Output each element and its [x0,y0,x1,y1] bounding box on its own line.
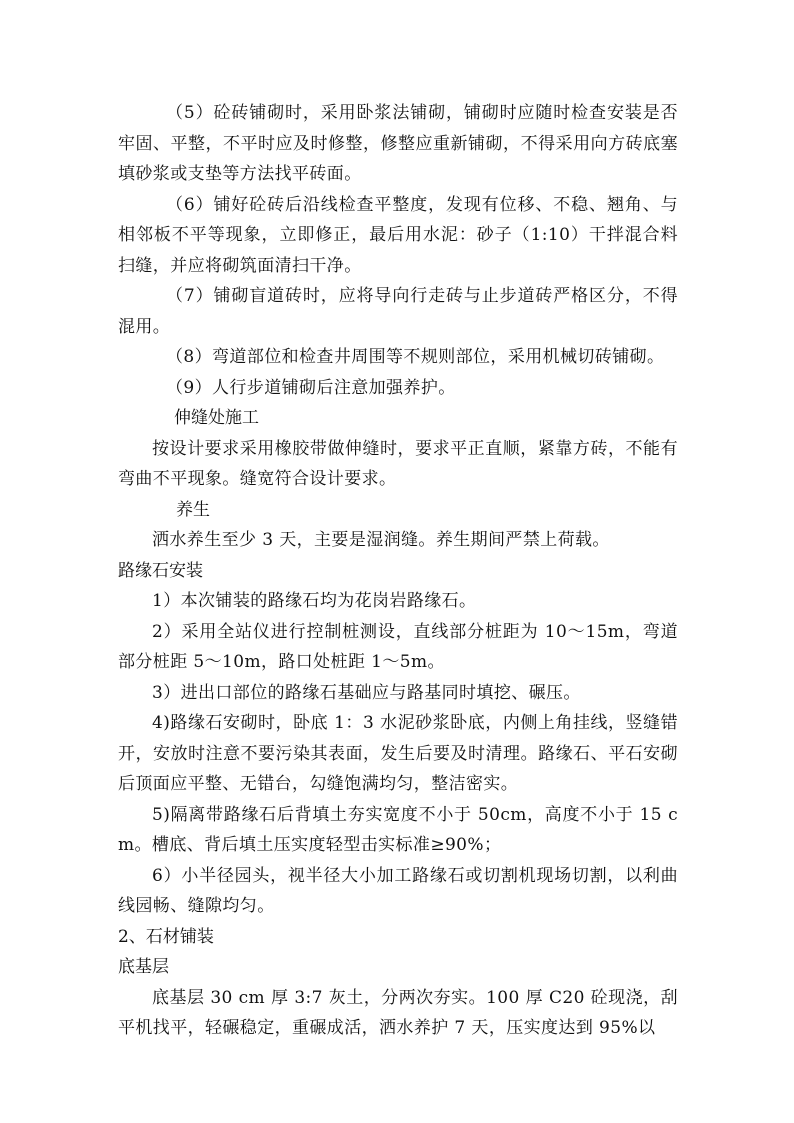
paragraph-curing: 洒水养生至少 3 天，主要是湿润缝。养生期间严禁上荷载。 [152,530,610,550]
paragraph-curb-1: 1）本次铺装的路缘石均为花岗岩路缘石。 [152,591,477,611]
paragraph-item-6: （6）铺好砼砖后沿线检查平整度，发现有位移、不稳、翘角、与相邻板不平等现象，立即修正，最后用水泥：砂子（1:10）干拌混合料扫缝，并应将砌筑面清扫干净。 [118,194,678,276]
paragraph-expansion-joint: 按设计要求采用橡胶带做伸缝时，要求平正直顺，紧靠方砖，不能有弯曲不平现象。缝宽符合设计要求。 [118,438,678,489]
document-body [118,98,678,1044]
section-heading-expansion-joint: 伸缝处施工 [174,408,259,428]
section-heading-stone-paving: 2、石材铺装 [118,926,214,947]
paragraph-curb-2: 2）采用全站仪进行控制桩测设，直线部分桩距为 10～15m，弯道部分桩距 5～10m，路口处桩距 1～5m。 [118,621,678,672]
section-heading-curing: 养生 [176,499,210,520]
section-heading-subbase: 底基层 [118,957,169,977]
paragraph-item-7: （7）铺砌盲道砖时，应将导向行走砖与止步道砖严格区分，不得混用。 [118,286,678,337]
paragraph-curb-5: 5)隔离带路缘石后背填土夯实宽度不小于 50cm，高度不小于 15 cm。槽底、背后填土压实度轻型击实标准≥90%； [118,804,678,855]
paragraph-item-5: （5）砼砖铺砌时，采用卧浆法铺砌，铺砌时应随时检查安装是否牢固、平整，不平时应及时修整，修整应重新铺砌，不得采用向方砖底塞填砂浆或支垫等方法找平砖面。 [118,103,678,184]
paragraph-curb-4: 4)路缘石安砌时，卧底 1：3 水泥砂浆卧底，内侧上角挂线，竖缝错开，安放时注意不要污染其表面，发生后要及时清理。路缘石、平石安砌后顶面应平整、无错台，勾缝饱满均匀，整洁密实。 [118,713,678,794]
paragraph-item-8: （8）弯道部位和检查井周围等不规则部位，采用机械切砖铺砌。 [166,347,665,367]
paragraph-item-9: （9）人行步道铺砌后注意加强养护。 [166,377,456,398]
paragraph-curb-3: 3）进出口部位的路缘石基础应与路基同时填挖、碾压。 [152,682,581,703]
section-heading-curb-installation: 路缘石安装 [118,560,203,581]
paragraph-curb-6: 6）小半径园头，视半径大小加工路缘石或切割机现场切割，以利曲线园畅、缝隙均匀。 [118,865,678,916]
paragraph-subbase: 底基层 30 cm 厚 3:7 灰土，分两次夯实。100 厚 C20 砼现浇，刮平机找平，轻碾稳定，重碾成活，洒水养护 7 天，压实度达到 95%以 [118,987,678,1038]
